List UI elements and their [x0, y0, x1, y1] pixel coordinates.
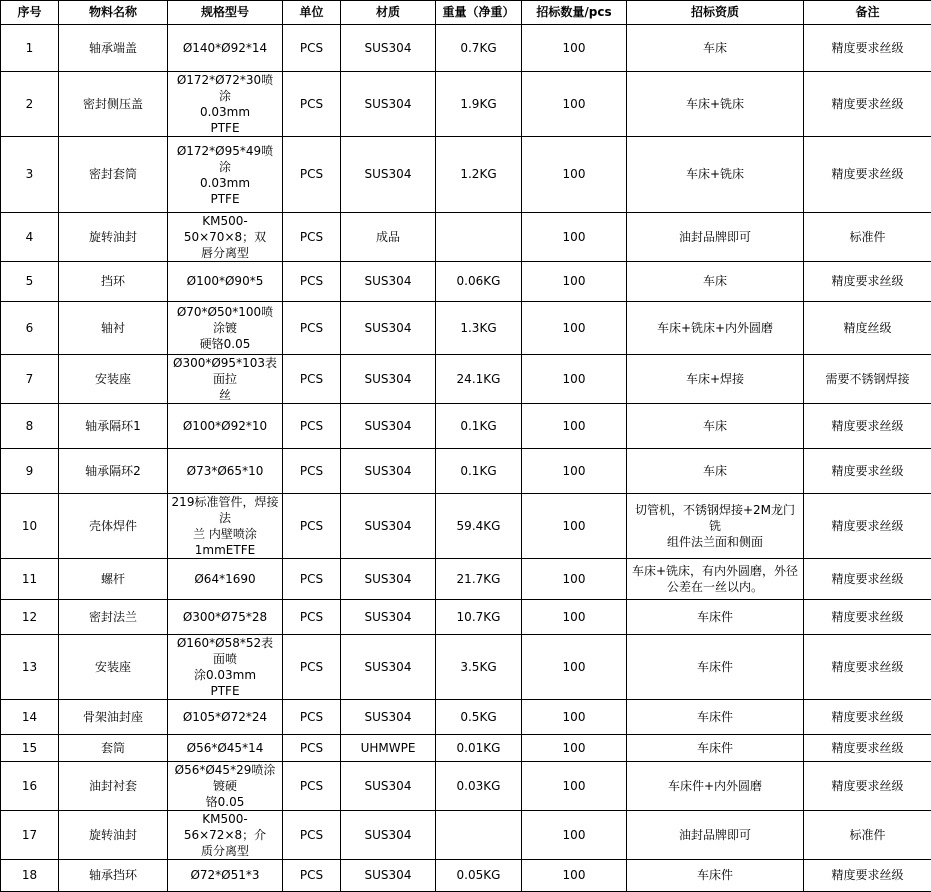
table-row [1, 811, 931, 860]
cell-material-name[interactable]: 密封套筒 [59, 137, 168, 213]
cell-qualification[interactable]: 车床+焊接 [627, 355, 804, 404]
cell-unit[interactable]: PCS [283, 600, 341, 635]
cell-material-name[interactable]: 密封侧压盖 [59, 72, 168, 137]
cell-quantity[interactable]: 100 [522, 137, 627, 213]
cell-index[interactable]: 5 [1, 262, 59, 302]
cell-index[interactable]: 12 [1, 600, 59, 635]
cell-remark[interactable]: 精度要求丝级 [804, 137, 931, 213]
cell-quantity[interactable]: 100 [522, 559, 627, 600]
cell-material-name[interactable]: 轴承隔环2 [59, 449, 168, 494]
cell-material[interactable]: SUS304 [341, 600, 436, 635]
cell-weight[interactable]: 24.1KG [436, 355, 522, 404]
cell-material-name[interactable]: 安装座 [59, 355, 168, 404]
cell-spec-model[interactable]: Ø73*Ø65*10 [168, 449, 283, 494]
cell-material[interactable]: SUS304 [341, 811, 436, 860]
cell-spec-model[interactable]: Ø100*Ø90*5 [168, 262, 283, 302]
cell-spec-model[interactable]: Ø172*Ø95*49喷涂 0.03mm PTFE [168, 137, 283, 213]
cell-quantity[interactable]: 100 [522, 735, 627, 762]
cell-remark[interactable]: 精度要求丝级 [804, 762, 931, 811]
table-row [1, 700, 931, 735]
cell-material[interactable]: SUS304 [341, 449, 436, 494]
cell-quantity[interactable]: 100 [522, 600, 627, 635]
table-row [1, 137, 931, 213]
cell-quantity[interactable]: 100 [522, 25, 627, 72]
cell-material-name[interactable]: 轴承隔环1 [59, 404, 168, 449]
cell-remark[interactable]: 精度丝级 [804, 302, 931, 355]
cell-unit[interactable]: PCS [283, 213, 341, 262]
cell-material[interactable]: SUS304 [341, 494, 436, 559]
cell-qualification[interactable]: 车床件 [627, 600, 804, 635]
cell-unit[interactable]: PCS [283, 302, 341, 355]
cell-remark[interactable]: 精度要求丝级 [804, 404, 931, 449]
cell-unit[interactable]: PCS [283, 559, 341, 600]
table-row [1, 494, 931, 559]
cell-spec-model[interactable]: KM500-50×70×8；双 唇分离型 [168, 213, 283, 262]
cell-remark[interactable]: 需要不锈钢焊接 [804, 355, 931, 404]
cell-spec-model[interactable]: Ø300*Ø75*28 [168, 600, 283, 635]
cell-material-name[interactable]: 密封法兰 [59, 600, 168, 635]
cell-qualification[interactable]: 车床件 [627, 635, 804, 700]
cell-quantity[interactable]: 100 [522, 72, 627, 137]
cell-unit[interactable]: PCS [283, 262, 341, 302]
cell-quantity[interactable]: 100 [522, 449, 627, 494]
cell-remark[interactable]: 精度要求丝级 [804, 449, 931, 494]
cell-remark[interactable]: 精度要求丝级 [804, 262, 931, 302]
header-quantity: 招标数量/pcs [522, 1, 627, 25]
header-material-name: 物料名称 [59, 1, 168, 25]
cell-index[interactable]: 8 [1, 404, 59, 449]
cell-weight[interactable]: 0.1KG [436, 449, 522, 494]
cell-qualification[interactable]: 车床件 [627, 735, 804, 762]
cell-quantity[interactable]: 100 [522, 762, 627, 811]
cell-material[interactable]: SUS304 [341, 72, 436, 137]
cell-weight[interactable]: 0.7KG [436, 25, 522, 72]
cell-qualification[interactable]: 车床 [627, 449, 804, 494]
cell-material[interactable]: UHMWPE [341, 735, 436, 762]
cell-weight[interactable]: 0.5KG [436, 700, 522, 735]
cell-qualification[interactable]: 车床+铣床 [627, 72, 804, 137]
cell-material-name[interactable]: 油封衬套 [59, 762, 168, 811]
cell-unit[interactable]: PCS [283, 494, 341, 559]
cell-quantity[interactable]: 100 [522, 404, 627, 449]
cell-remark[interactable]: 精度要求丝级 [804, 600, 931, 635]
table-row [1, 72, 931, 137]
cell-qualification[interactable]: 车床件+内外圆磨 [627, 762, 804, 811]
header-qualification: 招标资质 [627, 1, 804, 25]
cell-qualification[interactable]: 车床件 [627, 860, 804, 892]
cell-weight[interactable]: 3.5KG [436, 635, 522, 700]
header-weight: 重量（净重） [436, 1, 522, 25]
cell-material-name[interactable]: 轴承端盖 [59, 25, 168, 72]
table-row [1, 449, 931, 494]
cell-index[interactable]: 11 [1, 559, 59, 600]
cell-spec-model[interactable]: Ø172*Ø72*30喷涂 0.03mm PTFE [168, 72, 283, 137]
cell-unit[interactable]: PCS [283, 811, 341, 860]
cell-index[interactable]: 7 [1, 355, 59, 404]
table-row [1, 404, 931, 449]
header-remark: 备注 [804, 1, 931, 25]
cell-unit[interactable]: PCS [283, 735, 341, 762]
cell-qualification[interactable]: 车床+铣床+内外圆磨 [627, 302, 804, 355]
cell-unit[interactable]: PCS [283, 860, 341, 892]
cell-spec-model[interactable]: KM500-56×72×8；介 质分离型 [168, 811, 283, 860]
cell-weight[interactable]: 10.7KG [436, 600, 522, 635]
cell-spec-model[interactable]: Ø56*Ø45*14 [168, 735, 283, 762]
table-body [1, 25, 931, 892]
cell-material-name[interactable]: 套筒 [59, 735, 168, 762]
header-material: 材质 [341, 1, 436, 25]
cell-unit[interactable]: PCS [283, 404, 341, 449]
cell-weight[interactable]: 0.05KG [436, 860, 522, 892]
cell-weight[interactable]: 21.7KG [436, 559, 522, 600]
cell-qualification[interactable]: 车床 [627, 262, 804, 302]
cell-quantity[interactable]: 100 [522, 494, 627, 559]
header-spec-model: 规格型号 [168, 1, 283, 25]
cell-quantity[interactable]: 100 [522, 262, 627, 302]
cell-index[interactable]: 17 [1, 811, 59, 860]
cell-qualification[interactable]: 车床+铣床 [627, 137, 804, 213]
cell-index[interactable]: 9 [1, 449, 59, 494]
cell-spec-model[interactable]: Ø300*Ø95*103表面拉 丝 [168, 355, 283, 404]
cell-qualification[interactable]: 车床件 [627, 700, 804, 735]
cell-material[interactable]: SUS304 [341, 355, 436, 404]
table-row [1, 735, 931, 762]
cell-spec-model[interactable]: Ø72*Ø51*3 [168, 860, 283, 892]
table-row [1, 559, 931, 600]
cell-material-name[interactable]: 轴衬 [59, 302, 168, 355]
cell-remark[interactable]: 精度要求丝级 [804, 494, 931, 559]
cell-weight[interactable] [436, 213, 522, 262]
cell-remark[interactable]: 精度要求丝级 [804, 735, 931, 762]
cell-quantity[interactable]: 100 [522, 811, 627, 860]
cell-spec-model[interactable]: Ø64*1690 [168, 559, 283, 600]
cell-quantity[interactable]: 100 [522, 635, 627, 700]
cell-weight[interactable]: 0.03KG [436, 762, 522, 811]
cell-index[interactable]: 1 [1, 25, 59, 72]
cell-unit[interactable]: PCS [283, 449, 341, 494]
cell-material[interactable]: 成品 [341, 213, 436, 262]
cell-material-name[interactable]: 螺杆 [59, 559, 168, 600]
cell-index[interactable]: 13 [1, 635, 59, 700]
cell-weight[interactable]: 59.4KG [436, 494, 522, 559]
cell-material[interactable]: SUS304 [341, 860, 436, 892]
cell-remark[interactable]: 精度要求丝级 [804, 635, 931, 700]
cell-index[interactable]: 16 [1, 762, 59, 811]
cell-index[interactable]: 14 [1, 700, 59, 735]
cell-index[interactable]: 3 [1, 137, 59, 213]
cell-unit[interactable]: PCS [283, 72, 341, 137]
header-unit: 单位 [283, 1, 341, 25]
header-index: 序号 [1, 1, 59, 25]
cell-weight[interactable]: 0.06KG [436, 262, 522, 302]
cell-material-name[interactable]: 旋转油封 [59, 811, 168, 860]
cell-weight[interactable]: 1.9KG [436, 72, 522, 137]
cell-unit[interactable]: PCS [283, 355, 341, 404]
cell-unit[interactable]: PCS [283, 762, 341, 811]
cell-remark[interactable]: 精度要求丝级 [804, 860, 931, 892]
cell-material[interactable]: SUS304 [341, 762, 436, 811]
cell-weight[interactable]: 1.2KG [436, 137, 522, 213]
cell-material[interactable]: SUS304 [341, 302, 436, 355]
cell-weight[interactable]: 0.01KG [436, 735, 522, 762]
cell-index[interactable]: 10 [1, 494, 59, 559]
cell-unit[interactable]: PCS [283, 635, 341, 700]
cell-index[interactable]: 4 [1, 213, 59, 262]
cell-material[interactable]: SUS304 [341, 262, 436, 302]
cell-quantity[interactable]: 100 [522, 355, 627, 404]
cell-remark[interactable]: 精度要求丝级 [804, 700, 931, 735]
cell-weight[interactable]: 0.1KG [436, 404, 522, 449]
cell-index[interactable]: 18 [1, 860, 59, 892]
cell-quantity[interactable]: 100 [522, 302, 627, 355]
header-row [1, 1, 931, 25]
cell-remark[interactable]: 标准件 [804, 213, 931, 262]
table-row [1, 262, 931, 302]
cell-qualification[interactable]: 车床+铣床，有内外圆磨，外径 公差在一丝以内。 [627, 559, 804, 600]
cell-qualification[interactable]: 车床 [627, 404, 804, 449]
cell-remark[interactable]: 标准件 [804, 811, 931, 860]
cell-unit[interactable]: PCS [283, 137, 341, 213]
table-row [1, 302, 931, 355]
cell-material-name[interactable]: 挡环 [59, 262, 168, 302]
cell-remark[interactable]: 精度要求丝级 [804, 559, 931, 600]
cell-index[interactable]: 2 [1, 72, 59, 137]
table-row [1, 860, 931, 892]
cell-quantity[interactable]: 100 [522, 700, 627, 735]
cell-material[interactable]: SUS304 [341, 25, 436, 72]
cell-material[interactable]: SUS304 [341, 404, 436, 449]
cell-material[interactable]: SUS304 [341, 700, 436, 735]
cell-weight[interactable]: 1.3KG [436, 302, 522, 355]
cell-spec-model[interactable]: Ø160*Ø58*52表面喷 涂0.03mm PTFE [168, 635, 283, 700]
cell-spec-model[interactable]: 219标准管件，焊接法 兰 内壁喷涂 1mmETFE [168, 494, 283, 559]
cell-unit[interactable]: PCS [283, 25, 341, 72]
cell-material-name[interactable]: 旋转油封 [59, 213, 168, 262]
cell-qualification[interactable]: 油封品牌即可 [627, 811, 804, 860]
cell-weight[interactable] [436, 811, 522, 860]
table-row [1, 213, 931, 262]
cell-material[interactable]: SUS304 [341, 635, 436, 700]
cell-quantity[interactable]: 100 [522, 213, 627, 262]
table-row [1, 25, 931, 72]
cell-remark[interactable]: 精度要求丝级 [804, 25, 931, 72]
cell-material[interactable]: SUS304 [341, 559, 436, 600]
table-row [1, 762, 931, 811]
cell-index[interactable]: 6 [1, 302, 59, 355]
table-row [1, 600, 931, 635]
cell-spec-model[interactable]: Ø100*Ø92*10 [168, 404, 283, 449]
cell-material-name[interactable]: 轴承挡环 [59, 860, 168, 892]
cell-unit[interactable]: PCS [283, 700, 341, 735]
cell-remark[interactable]: 精度要求丝级 [804, 72, 931, 137]
cell-qualification[interactable]: 切管机，不锈钢焊接+2M龙门铣 组件法兰面和侧面 [627, 494, 804, 559]
table-row [1, 355, 931, 404]
cell-material-name[interactable]: 安装座 [59, 635, 168, 700]
cell-spec-model[interactable]: Ø56*Ø45*29喷涂镀硬 铬0.05 [168, 762, 283, 811]
table-row [1, 635, 931, 700]
cell-spec-model[interactable]: Ø105*Ø72*24 [168, 700, 283, 735]
cell-quantity[interactable]: 100 [522, 860, 627, 892]
cell-material[interactable]: SUS304 [341, 137, 436, 213]
cell-spec-model[interactable]: Ø140*Ø92*14 [168, 25, 283, 72]
cell-material-name[interactable]: 骨架油封座 [59, 700, 168, 735]
cell-spec-model[interactable]: Ø70*Ø50*100喷涂镀 硬铬0.05 [168, 302, 283, 355]
cell-material-name[interactable]: 壳体焊件 [59, 494, 168, 559]
cell-qualification[interactable]: 油封品牌即可 [627, 213, 804, 262]
cell-index[interactable]: 15 [1, 735, 59, 762]
cell-qualification[interactable]: 车床 [627, 25, 804, 72]
